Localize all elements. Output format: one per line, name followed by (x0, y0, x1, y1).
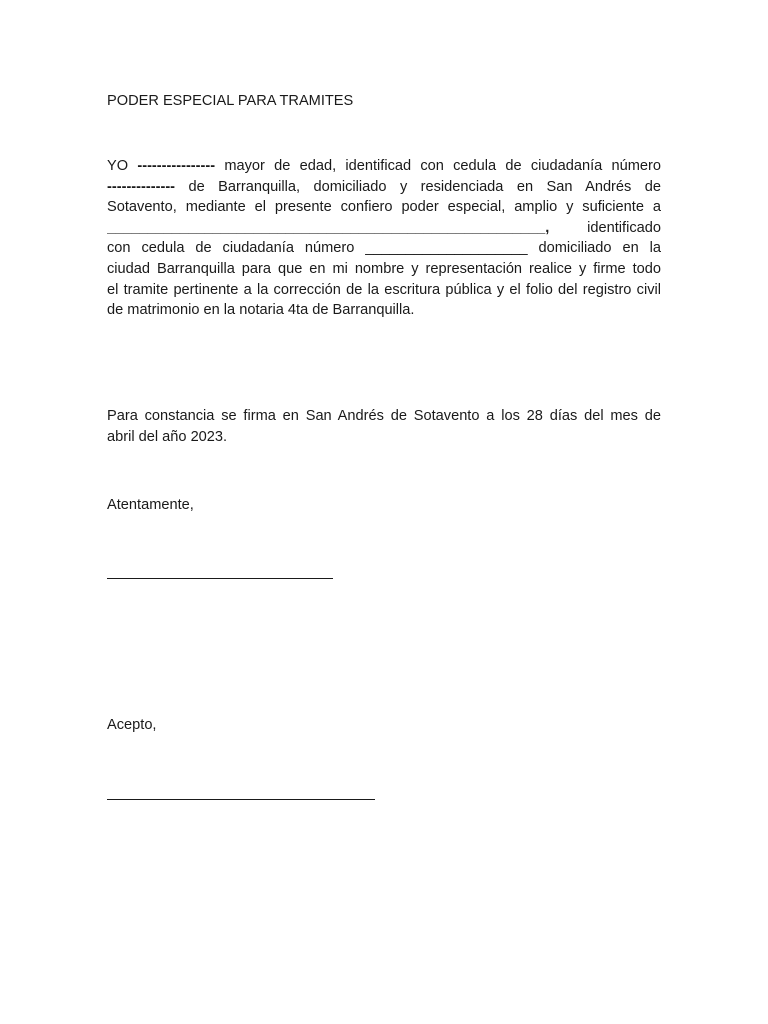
body-line-1 (107, 156, 661, 177)
grantor-signature-line (107, 578, 333, 579)
body-line-5 (107, 238, 661, 259)
body-text: mayor de edad, identificad con cedula de ciudadanía número (224, 158, 661, 174)
yo-text: YO (107, 158, 129, 174)
id-number-blank: -------------- (107, 178, 176, 195)
name-blank: ---------------- (137, 158, 216, 174)
body-paragraph (107, 156, 661, 321)
closing-line-1: Para constancia se firma en San Andrés de Sotavento a los 28 días del mes de (107, 408, 661, 424)
body-line-4 (107, 218, 661, 239)
attorney-signature-line (107, 799, 375, 800)
body-line-8: de matrimonio en la notaria 4ta de Barranquilla. (107, 302, 415, 319)
attorney-id-blank: ____________________ (365, 240, 528, 257)
closing-paragraph (107, 406, 661, 447)
body-line-7: el tramite pertinente a la corrección de la escritura pública y el folio del registro civil (107, 281, 661, 298)
document-title: PODER ESPECIAL PARA TRAMITES (107, 93, 354, 109)
salutation: Atentamente, (107, 497, 194, 513)
closing-line-2: abril del año 2023. (107, 428, 228, 445)
body-text: con cedula de ciudadanía número (107, 240, 355, 257)
body-text: de Barranquilla, domiciliado y residenciada en San Andrés de (188, 178, 661, 195)
acceptance-label: Acepto, (107, 717, 157, 733)
body-text: domiciliado en la (538, 240, 661, 257)
attorney-name-blank: ______________________________________________________, (107, 219, 550, 236)
body-line-6: ciudad Barranquilla para que en mi nombre y representación realice y firme todo (107, 260, 661, 277)
body-line-3: Sotavento, mediante el presente confiero poder especial, amplio y suficiente a (107, 199, 661, 216)
body-text: identificado (587, 219, 661, 236)
body-line-2 (107, 177, 661, 198)
